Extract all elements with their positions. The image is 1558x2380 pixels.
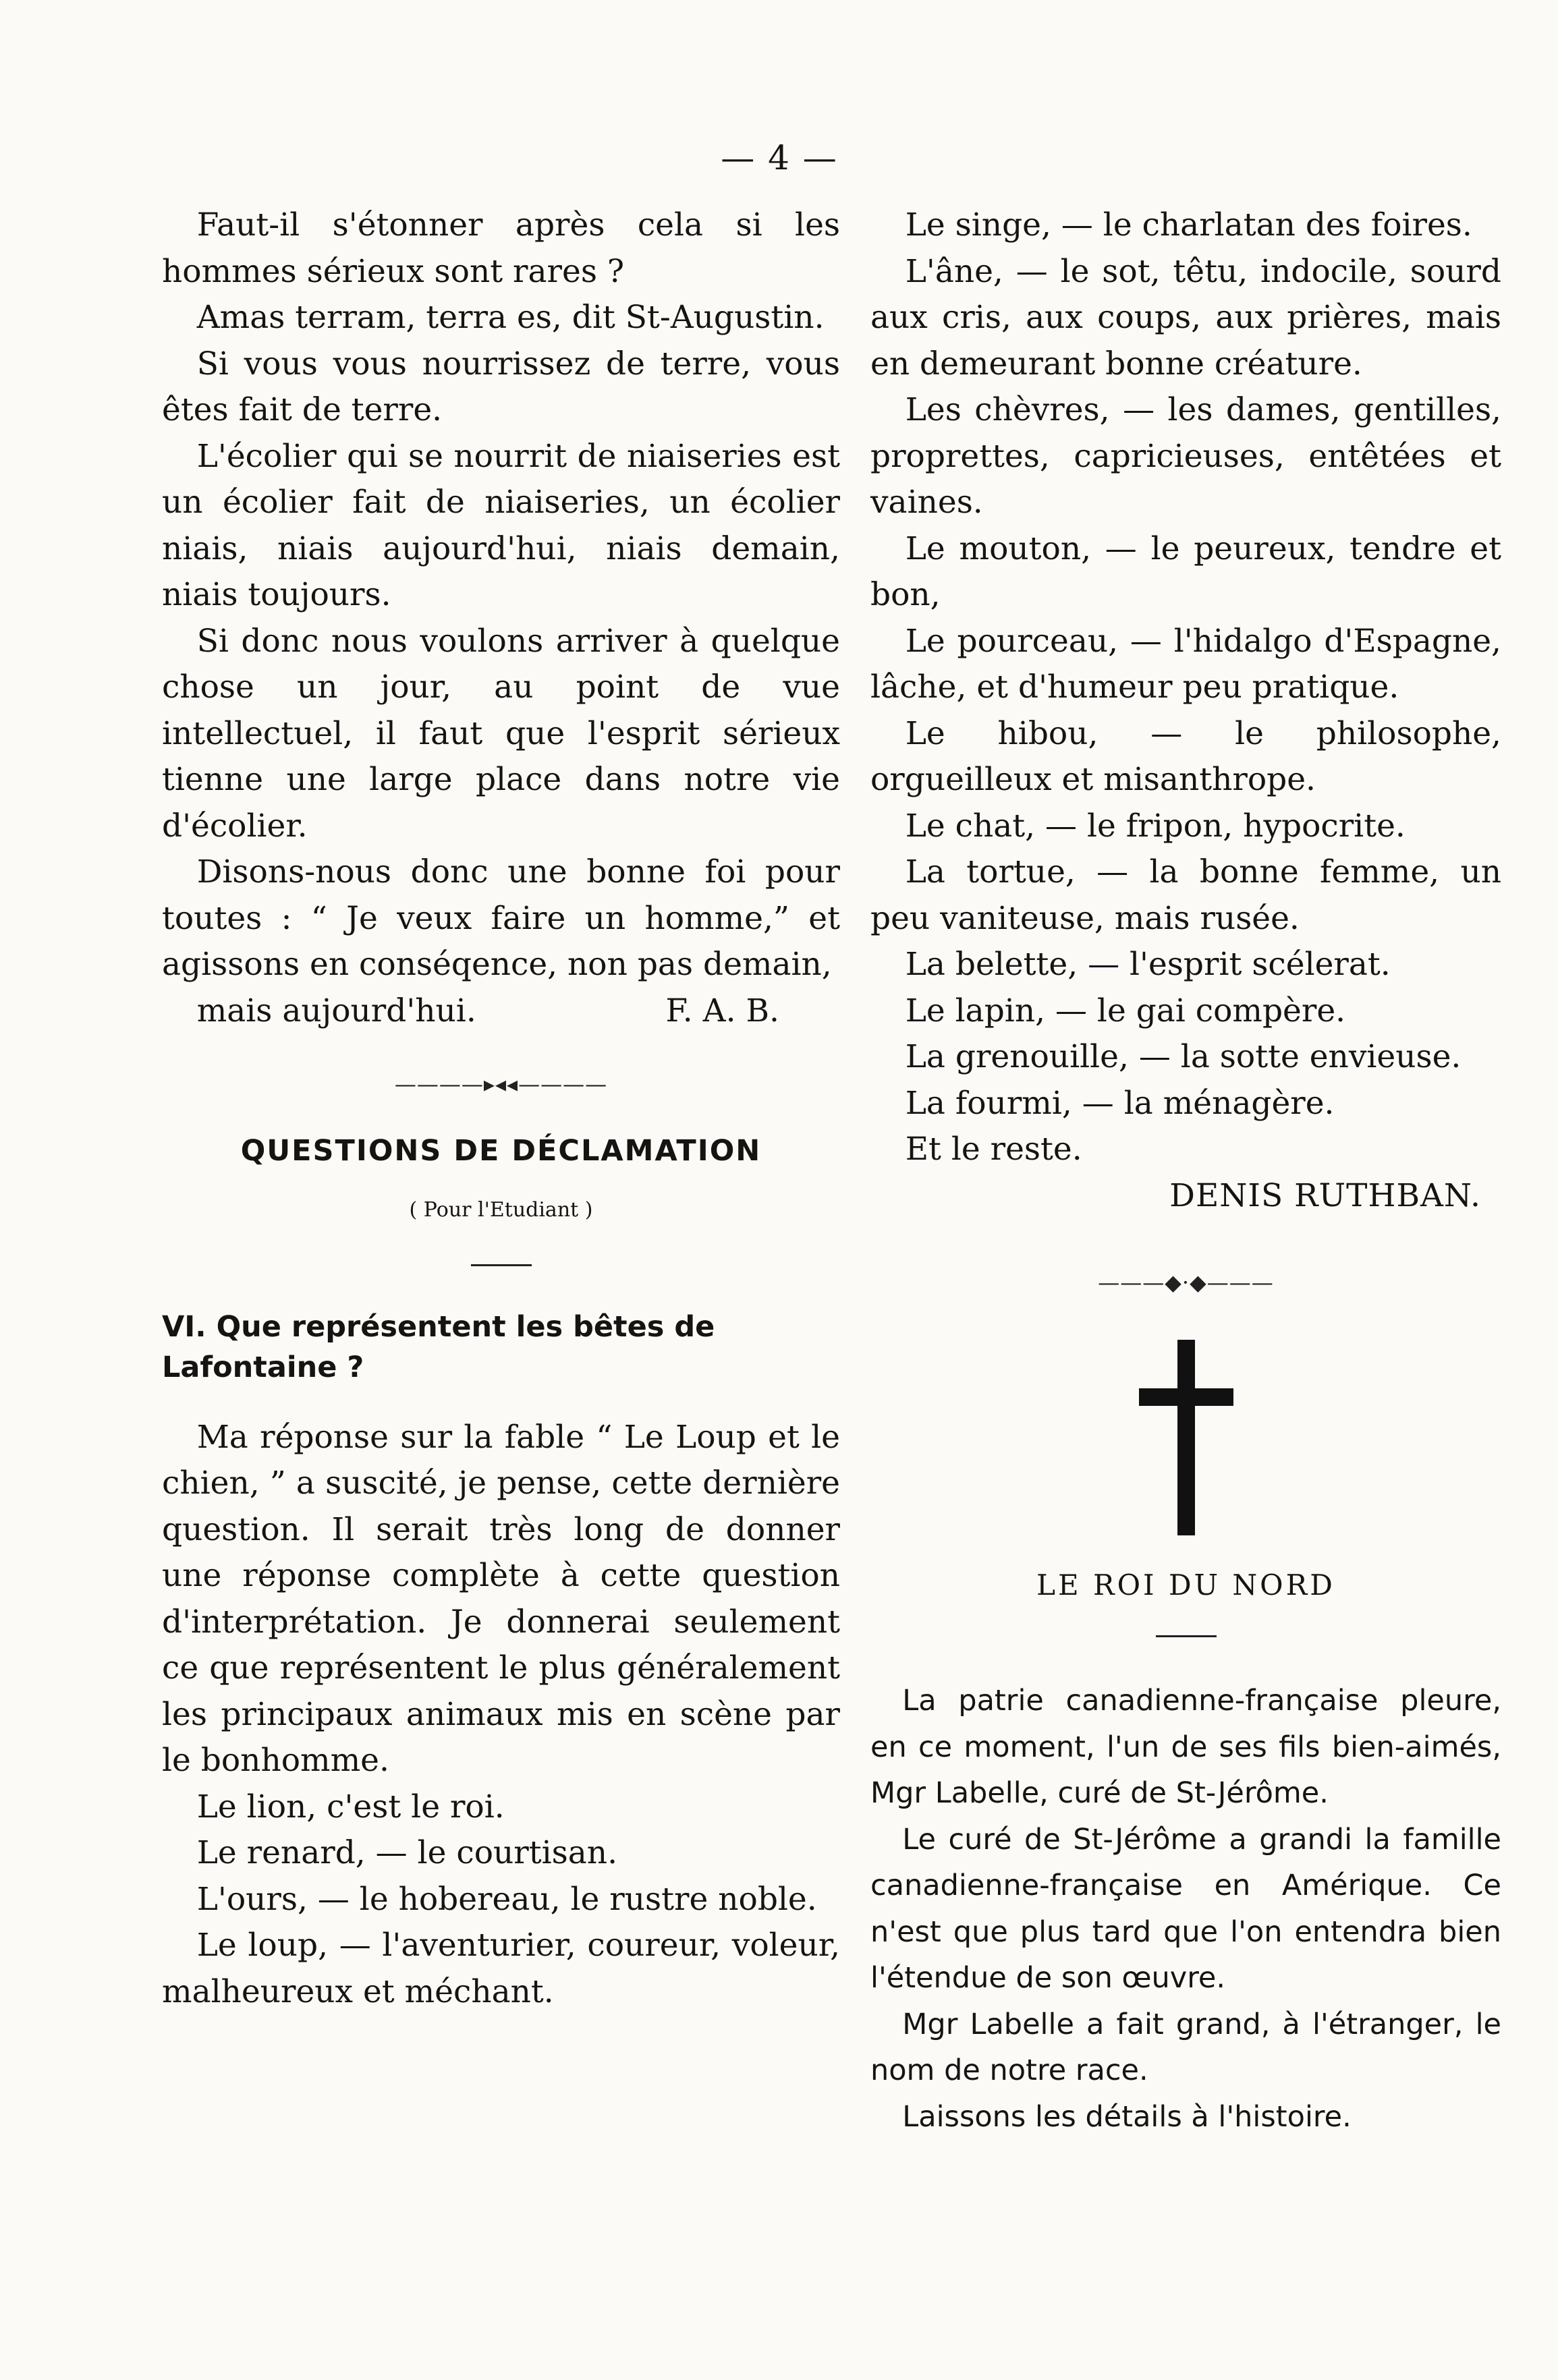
list-item: Le hibou, — le philosophe, orgueilleux et misanthrope.	[870, 714, 1501, 798]
mourning-cross-icon	[1139, 1340, 1233, 1535]
closing-line: mais aujourd'hui.	[196, 992, 476, 1029]
list-item: Le singe, — le charlatan des foires.	[905, 206, 1472, 244]
paragraph: L'ours, — le hobereau, le rustre noble.	[196, 1880, 817, 1918]
paragraph: Si vous vous nourrissez de terre, vous êtes fait de terre.	[162, 345, 840, 428]
paragraph: Amas terram, terra es, dit St-Augustin.	[196, 299, 825, 336]
paragraph: Le loup, — l'aventurier, coureur, voleur, malheureux et méchant.	[162, 1927, 840, 2010]
list-item: Le chat, — le fripon, hypocrite.	[905, 807, 1406, 845]
section-ornament: ————▸◂◂————	[394, 1071, 608, 1097]
section-ornament: ———◆·◆———	[1098, 1270, 1274, 1295]
signoff-line	[162, 988, 840, 1035]
left-column	[162, 202, 840, 2015]
article-body	[870, 1678, 1501, 2140]
paragraph: L'écolier qui se nourrit de niaiseries est un écolier fait de niaiseries, un écolier niais, niais aujourd'hui, niais demain, niais toujours.	[162, 437, 840, 613]
paragraph: Disons-nous donc une bonne foi pour toutes : “ Je veux faire un homme,” et agissons en conséqence, non pas demain,	[162, 853, 840, 983]
paragraph: Le curé de St-Jérôme a grandi la famille canadienne-française en Amérique. Ce n'est que plus tard que l'on entendra bien l'étendue de son œuvre.	[870, 1822, 1501, 1995]
list-item: L'âne, — le sot, têtu, indocile, sourd aux cris, aux coups, aux prières, mais en demeurant bonne créature.	[870, 252, 1501, 382]
paragraph: Le renard, — le courtisan.	[196, 1834, 618, 1871]
author-initials: F. A. B.	[665, 992, 779, 1029]
list-item: Le mouton, — le peureux, tendre et bon,	[870, 530, 1501, 613]
section-heading: QUESTIONS DE DÉCLAMATION	[240, 1133, 762, 1168]
question-title: VI. Que représentent les bêtes de Lafontaine ?	[162, 1309, 715, 1384]
list-item: Le pourceau, — l'hidalgo d'Espagne, lâche, et d'humeur peu pratique.	[870, 622, 1501, 706]
list-item: La belette, — l'esprit scélerat.	[905, 946, 1391, 983]
paragraph: Si donc nous voulons arriver à quelque chose un jour, au point de vue intellectuel, il faut que l'esprit sérieux tienne une large place dans notre vie d'écolier.	[162, 622, 840, 845]
list-item: La grenouille, — la sotte envieuse.	[905, 1038, 1462, 1075]
list-item: La fourmi, — la ménagère.	[905, 1084, 1335, 1122]
paragraph: La patrie canadienne-française pleure, en ce moment, l'un de ses fils bien-aimés, Mgr Labelle, curé de St-Jérôme.	[870, 1684, 1501, 1810]
article-title: LE ROI DU NORD	[1036, 1568, 1335, 1602]
right-column	[870, 202, 1501, 2140]
list-item: Les chèvres, — les dames, gentilles, proprettes, capricieuses, entêtées et vaines.	[870, 391, 1501, 521]
section-subtitle: ( Pour l'Etudiant )	[409, 1198, 593, 1222]
paragraph: Faut-il s'étonner après cela si les hommes sérieux sont rares ?	[162, 206, 840, 290]
page-number: — 4 —	[721, 138, 838, 177]
list-item: Et le reste.	[905, 1131, 1082, 1168]
paragraph: Le lion, c'est le roi.	[196, 1788, 505, 1825]
paragraph: Mgr Labelle a fait grand, à l'étranger, le nom de notre race.	[870, 2007, 1501, 2087]
signature: DENIS RUTHBAN.	[1169, 1177, 1481, 1214]
list-item: Le lapin, — le gai compère.	[905, 992, 1346, 1029]
paragraph: Laissons les détails à l'histoire.	[902, 2099, 1352, 2134]
list-item: La tortue, — la bonne femme, un peu vaniteuse, mais rusée.	[870, 853, 1501, 937]
paragraph: Ma réponse sur la fable “ Le Loup et le chien, ” a suscité, je pense, cette dernière question. Il serait très long de donner une réponse complète à cette question d'interprétation. Je donnerai seulement ce que représentent le plus généralement les principaux animaux mis en scène par le bonhomme.	[162, 1418, 840, 1779]
